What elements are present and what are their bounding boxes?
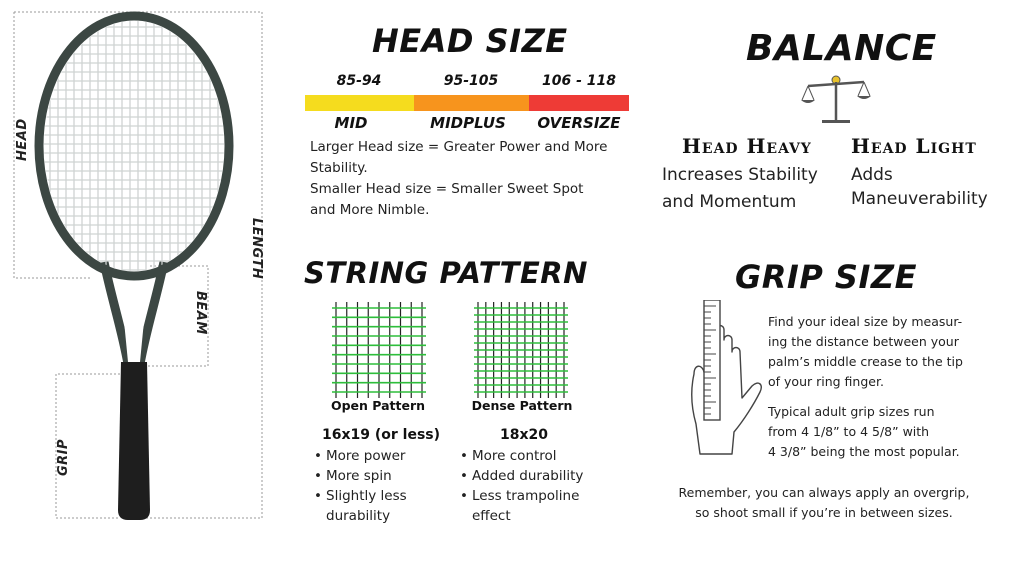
head-heavy-title: Head Heavy <box>682 134 812 158</box>
open-pattern-grid <box>332 302 426 398</box>
midplus-bar <box>414 95 529 111</box>
oversize-range: 106 - 118 <box>541 73 616 89</box>
balance-scale-icon <box>800 74 872 128</box>
midplus-range: 95-105 <box>443 73 499 89</box>
balance-title: BALANCE <box>746 28 937 69</box>
list-item: • Added durability <box>460 466 610 486</box>
head-heavy-text-1: Increases Stability <box>662 165 818 185</box>
racket-strings <box>30 10 240 285</box>
list-item: • More spin <box>314 466 454 486</box>
length-dimension-label: LENGTH <box>249 218 264 280</box>
racket-handle <box>118 362 150 520</box>
head-heavy-text-2: and Momentum <box>662 192 797 212</box>
grip-dimension-label: GRIP <box>56 438 71 476</box>
dense-pattern-count: 18x20 <box>500 427 548 443</box>
grip-size-title: GRIP SIZE <box>735 258 917 296</box>
dense-pattern-bullets <box>460 446 610 526</box>
open-pattern-count: 16x19 (or less) <box>322 427 441 443</box>
list-item: • More power <box>314 446 454 466</box>
head-size-smaller-text: Smaller Head size = Smaller Sweet Spot and More Nimble. <box>310 181 584 218</box>
midplus-label: MIDPLUS <box>430 114 506 132</box>
open-pattern-bullets <box>314 446 454 526</box>
list-item: • Less trampoline <box>460 486 610 506</box>
dense-pattern-grid <box>474 302 568 398</box>
beam-dimension-label: BEAM <box>193 291 208 335</box>
list-item: • Slightly less <box>314 486 454 506</box>
list-item: • More control <box>460 446 610 466</box>
mid-bar <box>305 95 414 111</box>
oversize-label: OVERSIZE <box>537 114 621 132</box>
open-pattern-label: Open Pattern <box>330 398 426 413</box>
head-light-text-2: Maneuverability <box>851 189 988 209</box>
grip-overgrip-text: Remember, you can always apply an overgrip, so shoot small if you’re in between sizes. <box>678 485 970 520</box>
grip-measure-text: Find your ideal size by measur- ing the distance between your palm’s middle crease to the tip of your ring finger. <box>768 314 963 389</box>
head-dimension-label: HEAD <box>15 118 30 161</box>
mid-range: 85-94 <box>336 73 382 89</box>
head-light-text-1: Adds <box>851 165 893 185</box>
mid-label: MID <box>334 114 368 132</box>
oversize-bar <box>529 95 629 111</box>
head-size-title: HEAD SIZE <box>372 22 568 60</box>
head-light-title: Head Light <box>851 134 977 158</box>
racket-diagram <box>0 0 300 576</box>
hand-ruler-icon <box>680 300 766 456</box>
string-pattern-title: STRING PATTERN <box>304 256 588 290</box>
dense-pattern-label: Dense Pattern <box>471 398 573 413</box>
racket-head-frame <box>39 16 229 276</box>
list-item-continued: effect <box>472 508 511 524</box>
list-item-continued: durability <box>326 508 391 524</box>
grip-typical-text: Typical adult grip sizes run from 4 1/8” to 4 5/8” with 4 3/8” being the most popular. <box>768 404 960 459</box>
head-size-larger-text: Larger Head size = Greater Power and More Stability. <box>310 139 608 176</box>
